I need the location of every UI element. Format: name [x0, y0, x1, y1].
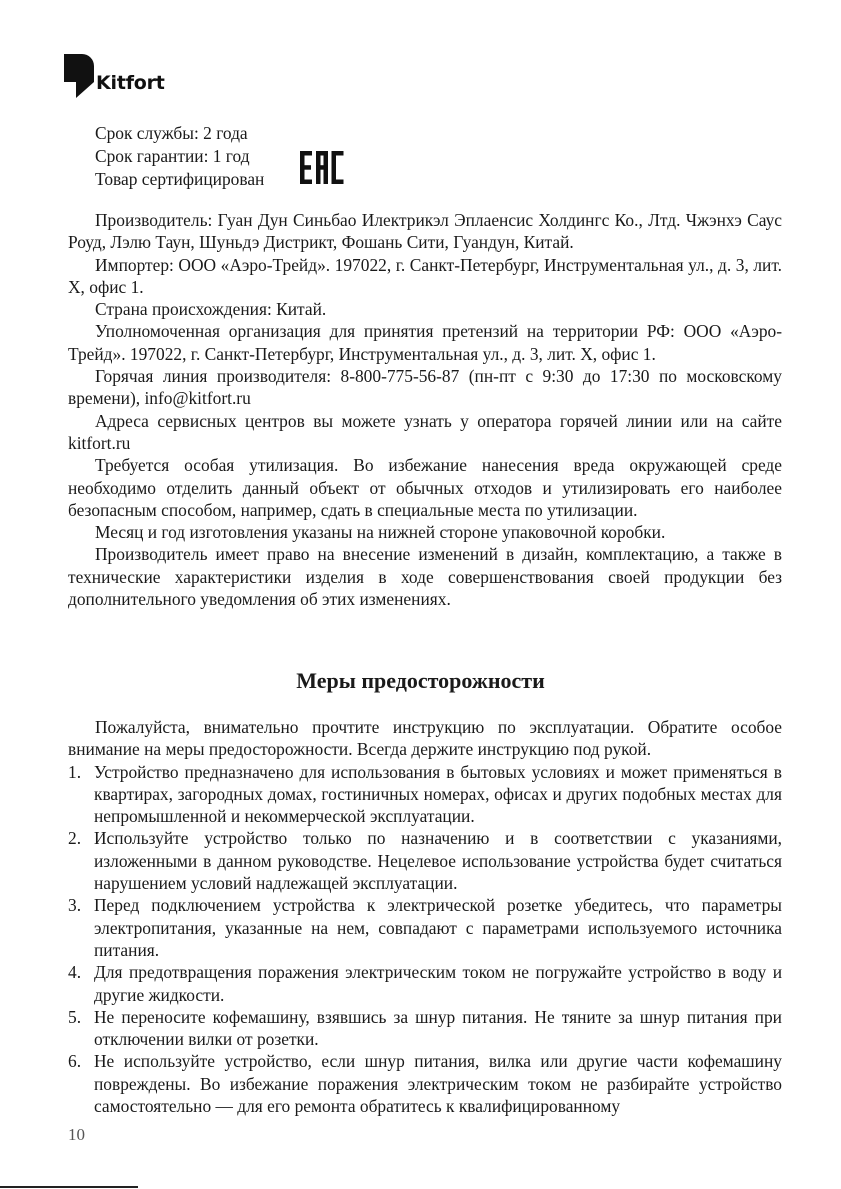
kitfort-logo-icon [64, 54, 94, 98]
precautions-intro: Пожалуйста, внимательно прочтите инструкцию по эксплуатации. Обратите особое внимание на меры предосторожности. Всегда держите инструкцию под рукой. [68, 717, 782, 760]
warranty-period: Срок гарантии: 1 год [95, 146, 250, 166]
eac-mark-icon [300, 151, 344, 184]
list-item [68, 894, 782, 961]
list-item-number: 6. [68, 1051, 82, 1072]
paragraph-manufacturer: Производитель: Гуан Дун Синьбао Илектрикэл Эплаенсис Холдингс Ко., Лтд. Чжэнхэ Саус Роуд, Лэлю Таун, Шуньдэ Дистрикт, Фошань Сити, Гуандун, Китай. [68, 210, 782, 253]
paragraph-service-centers: Адреса сервисных центров вы можете узнать у оператора горячей линии или на сайте kitfort.ru [68, 410, 782, 453]
paragraph-hotline: Горячая линия производителя: 8-800-775-56-87 (пн-пт с 9:30 до 17:30 по московскому времени), info@kitfort.ru [68, 366, 782, 409]
precautions-list [68, 761, 782, 1118]
manufacturer-info [68, 209, 782, 610]
list-item-text: Используйте устройство только по назначению и в соответствии с указаниями, изложенными в данном руководстве. Нецелевое использование устройства будет считаться нарушением условий надлежащей эксплуатации. [94, 828, 782, 894]
list-item-text: Устройство предназначено для использования в бытовых условиях и может применяться в квартирах, загородных домах, гостиничных номерах, офисах и других подобных местах для непромышленной и некоммерческой эксплуатации. [94, 761, 782, 827]
list-item-text: Не используйте устройство, если шнур питания, вилка или другие части кофемашину повреждены. Во избежание поражения электрическим током не разбирайте устройство самостоятельно — для его ремонта обратитесь к квалифицированному [94, 1051, 782, 1117]
service-life: Срок службы: 2 года [95, 123, 248, 143]
list-item-text: Перед подключением устройства к электрической розетке убедитесь, что параметры электропитания, указанные на нем, совпадают с параметрами используемого источника питания. [94, 895, 782, 960]
list-item-text: Не переносите кофемашину, взявшись за шнур питания. Не тяните за шнур питания при отключении вилки от розетки. [94, 1006, 782, 1050]
kitfort-logo [64, 48, 165, 98]
paragraph-importer: Импортер: ООО «Аэро-Трейд». 197022, г. Санкт-Петербург, Инструментальная ул., д. 3, лит. Х, офис 1. [68, 254, 782, 297]
certification-note: Товар сертифицирован [95, 169, 265, 189]
paragraph-disposal: Требуется особая утилизация. Во избежание нанесения вреда окружающей среде необходимо отделить данный объект от обычных отходов и утилизировать его наиболее безопасным способом, например, сдать в специальные места по утилизации. [68, 455, 782, 520]
list-item-number: 1. [68, 761, 82, 782]
paragraph-manufacture-date: Месяц и год изготовления указаны на нижней стороне упаковочной коробки. [95, 522, 666, 543]
list-item-number: 4. [68, 962, 82, 983]
list-item [68, 961, 782, 1006]
list-item [68, 1050, 782, 1117]
page-number: 10 [68, 1125, 85, 1144]
product-meta [95, 122, 264, 191]
list-item-text: Для предотвращения поражения электрическим током не погружайте устройство в воду и другие жидкости. [94, 962, 782, 1005]
section-title: Меры предосторожности [296, 668, 545, 693]
list-item-number: 3. [68, 895, 82, 916]
brand-name: Kitfort [96, 72, 165, 94]
paragraph-claims-org: Уполномоченная организация для принятия претензий на территории РФ: ООО «Аэро-Трейд». 197022, г. Санкт-Петербург, Инструментальная ул., д. 3, лит. Х, офис 1. [68, 321, 782, 364]
footer-divider [0, 1186, 138, 1188]
list-item [68, 827, 782, 894]
paragraph-changes-notice: Производитель имеет право на внесение изменений в дизайн, комплектацию, а также в технические характеристики изделия в ходе совершенствования своей продукции без дополнительного уведомления об этих изменениях. [68, 544, 782, 610]
list-item-number: 2. [68, 828, 82, 849]
list-item [68, 761, 782, 828]
paragraph-origin: Страна происхождения: Китай. [95, 299, 327, 320]
precautions-section [68, 716, 782, 1117]
list-item [68, 1006, 782, 1051]
list-item-number: 5. [68, 1006, 82, 1027]
